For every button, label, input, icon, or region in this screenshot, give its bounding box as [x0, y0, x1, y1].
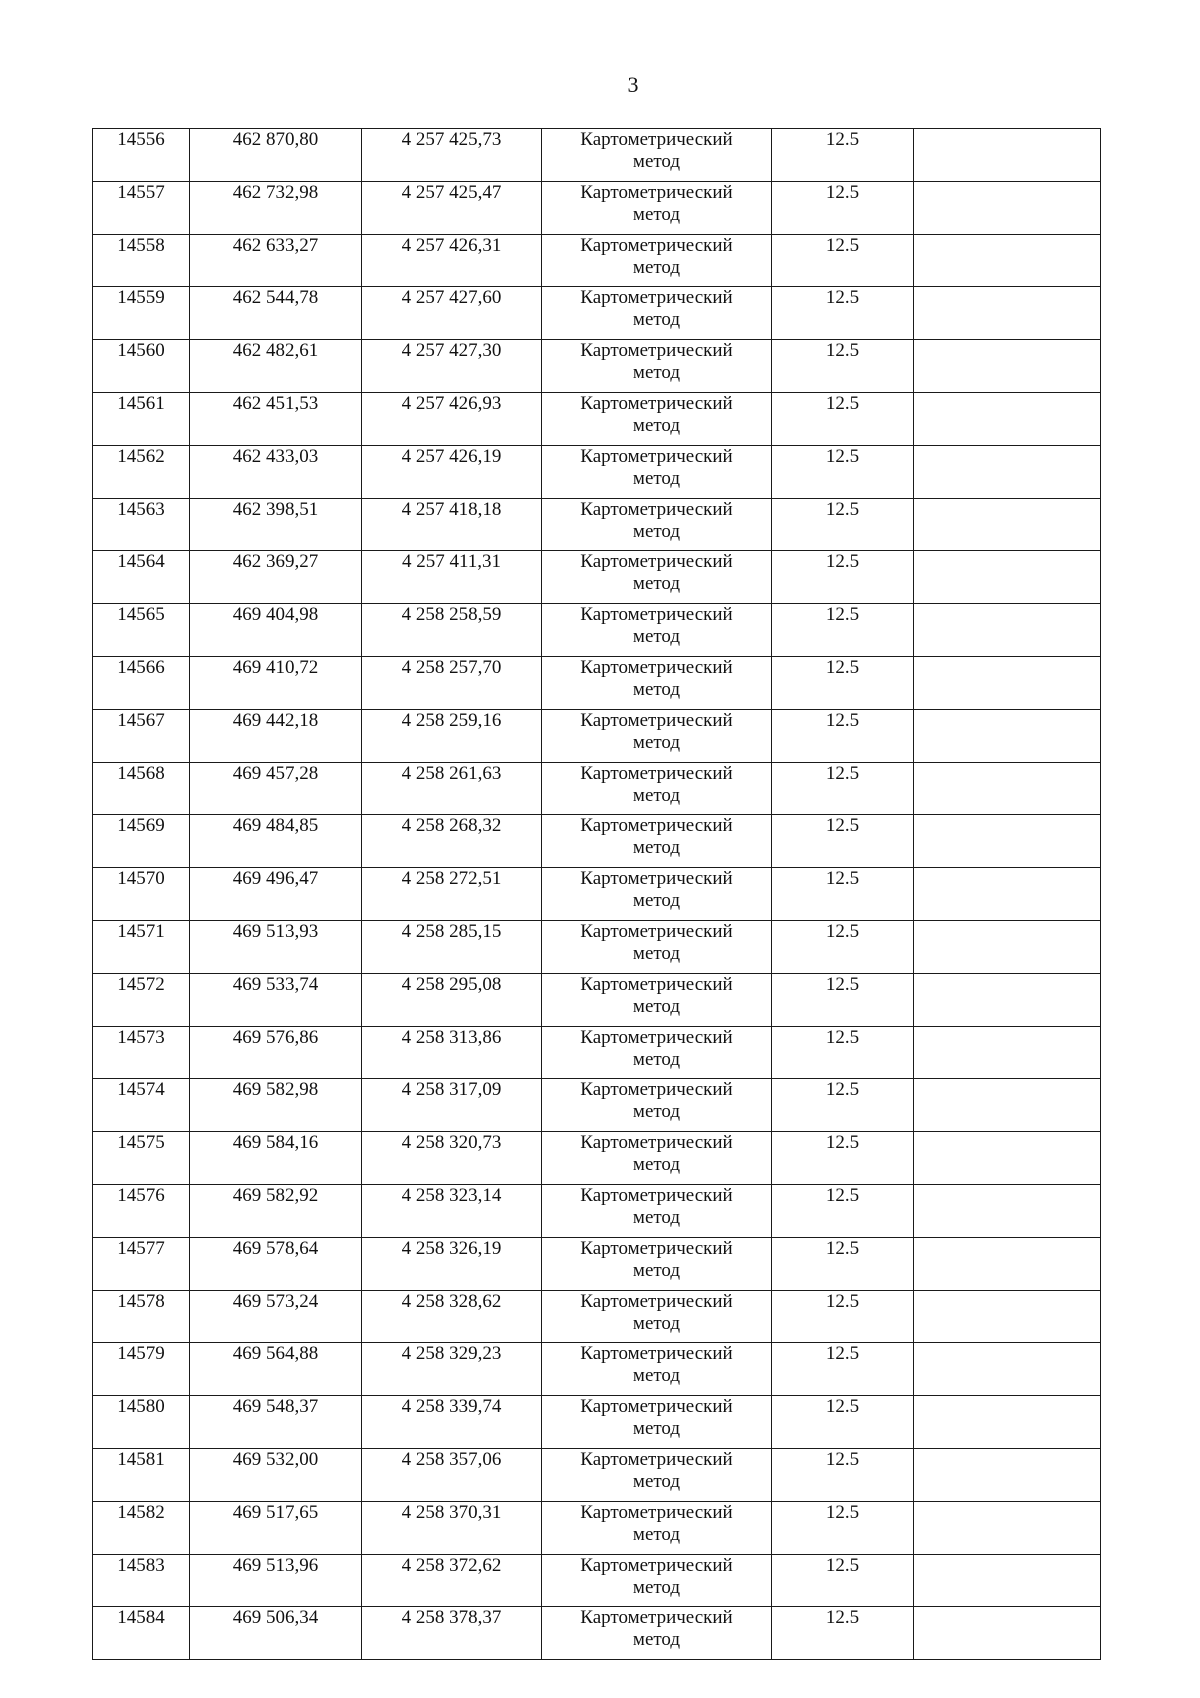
accuracy-cell: 12.5: [772, 551, 914, 604]
table-row: [93, 815, 1101, 868]
method-line-1: Картометрический: [580, 1237, 733, 1259]
note-cell: [914, 868, 1101, 921]
method-cell: [542, 445, 772, 498]
x-coordinate-cell: 462 633,27: [190, 234, 362, 287]
point-number-cell: 14561: [93, 392, 190, 445]
point-number-cell: 14565: [93, 604, 190, 657]
method-line-1: Картометрический: [580, 920, 733, 942]
table-body: [93, 129, 1101, 1660]
method-line-2: метод: [632, 151, 681, 172]
table-row: [93, 1501, 1101, 1554]
point-number-cell: 14564: [93, 551, 190, 604]
method-line-1: Картометрический: [580, 498, 733, 520]
method-line-1: Картометрический: [580, 1501, 733, 1523]
x-coordinate-cell: 469 582,92: [190, 1184, 362, 1237]
method-line-1: Картометрический: [580, 709, 733, 731]
method-line-2: метод: [632, 362, 681, 384]
note-cell: [914, 1554, 1101, 1607]
table-row: [93, 287, 1101, 340]
y-coordinate-cell: 4 257 426,31: [362, 234, 542, 287]
point-number-cell: 14574: [93, 1079, 190, 1132]
point-number-cell: 14557: [93, 181, 190, 234]
method-line-1: Картометрический: [580, 392, 733, 414]
point-number-cell: 14575: [93, 1132, 190, 1185]
method-cell: [542, 604, 772, 657]
y-coordinate-cell: 4 258 339,74: [362, 1396, 542, 1449]
accuracy-cell: 12.5: [772, 973, 914, 1026]
method-line-2: метод: [632, 1101, 681, 1123]
x-coordinate-cell: 469 573,24: [190, 1290, 362, 1343]
method-cell: [542, 920, 772, 973]
method-line-2: метод: [632, 1365, 681, 1387]
x-coordinate-cell: 469 548,37: [190, 1396, 362, 1449]
accuracy-cell: 12.5: [772, 129, 914, 182]
y-coordinate-cell: 4 258 268,32: [362, 815, 542, 868]
accuracy-cell: 12.5: [772, 762, 914, 815]
accuracy-cell: 12.5: [772, 868, 914, 921]
y-coordinate-cell: 4 257 411,31: [362, 551, 542, 604]
accuracy-cell: 12.5: [772, 498, 914, 551]
x-coordinate-cell: 469 532,00: [190, 1448, 362, 1501]
x-coordinate-cell: 469 506,34: [190, 1607, 362, 1660]
point-number-cell: 14572: [93, 973, 190, 1026]
method-line-1: Картометрический: [580, 129, 733, 150]
method-cell: [542, 129, 772, 182]
method-line-2: метод: [632, 1576, 681, 1598]
note-cell: [914, 129, 1101, 182]
method-cell: [542, 181, 772, 234]
x-coordinate-cell: 469 582,98: [190, 1079, 362, 1132]
method-line-2: метод: [632, 467, 681, 489]
table-row: [93, 340, 1101, 393]
note-cell: [914, 604, 1101, 657]
method-line-1: Картометрический: [580, 445, 733, 467]
y-coordinate-cell: 4 258 295,08: [362, 973, 542, 1026]
note-cell: [914, 234, 1101, 287]
accuracy-cell: 12.5: [772, 1079, 914, 1132]
accuracy-cell: 12.5: [772, 1554, 914, 1607]
method-line-2: метод: [632, 309, 681, 331]
y-coordinate-cell: 4 258 272,51: [362, 868, 542, 921]
accuracy-cell: 12.5: [772, 234, 914, 287]
x-coordinate-cell: 462 398,51: [190, 498, 362, 551]
method-line-1: Картометрический: [580, 656, 733, 678]
method-cell: [542, 815, 772, 868]
method-cell: [542, 1026, 772, 1079]
y-coordinate-cell: 4 257 427,60: [362, 287, 542, 340]
x-coordinate-cell: 469 410,72: [190, 656, 362, 709]
accuracy-cell: 12.5: [772, 1501, 914, 1554]
point-number-cell: 14569: [93, 815, 190, 868]
note-cell: [914, 1396, 1101, 1449]
table-row: [93, 392, 1101, 445]
x-coordinate-cell: 469 496,47: [190, 868, 362, 921]
accuracy-cell: 12.5: [772, 1290, 914, 1343]
table-row: [93, 1607, 1101, 1660]
table-row: [93, 1237, 1101, 1290]
table-row: [93, 709, 1101, 762]
method-line-2: метод: [632, 573, 681, 595]
y-coordinate-cell: 4 258 357,06: [362, 1448, 542, 1501]
method-line-1: Картометрический: [580, 1290, 733, 1312]
table-row: [93, 445, 1101, 498]
x-coordinate-cell: 469 584,16: [190, 1132, 362, 1185]
method-cell: [542, 1396, 772, 1449]
point-number-cell: 14576: [93, 1184, 190, 1237]
method-line-2: метод: [632, 678, 681, 700]
point-number-cell: 14573: [93, 1026, 190, 1079]
method-cell: [542, 973, 772, 1026]
y-coordinate-cell: 4 258 257,70: [362, 656, 542, 709]
method-line-1: Картометрический: [580, 1554, 733, 1576]
accuracy-cell: 12.5: [772, 287, 914, 340]
accuracy-cell: 12.5: [772, 709, 914, 762]
table-row: [93, 551, 1101, 604]
y-coordinate-cell: 4 258 323,14: [362, 1184, 542, 1237]
note-cell: [914, 1079, 1101, 1132]
method-line-2: метод: [632, 837, 681, 859]
note-cell: [914, 1026, 1101, 1079]
note-cell: [914, 1501, 1101, 1554]
note-cell: [914, 762, 1101, 815]
note-cell: [914, 392, 1101, 445]
y-coordinate-cell: 4 257 425,73: [362, 129, 542, 182]
x-coordinate-cell: 462 369,27: [190, 551, 362, 604]
table-row: [93, 1026, 1101, 1079]
method-line-1: Картометрический: [580, 815, 733, 837]
method-line-1: Картометрический: [580, 181, 733, 203]
accuracy-cell: 12.5: [772, 1448, 914, 1501]
point-number-cell: 14567: [93, 709, 190, 762]
accuracy-cell: 12.5: [772, 815, 914, 868]
x-coordinate-cell: 462 544,78: [190, 287, 362, 340]
accuracy-cell: 12.5: [772, 1396, 914, 1449]
point-number-cell: 14581: [93, 1448, 190, 1501]
y-coordinate-cell: 4 258 258,59: [362, 604, 542, 657]
method-cell: [542, 656, 772, 709]
method-line-2: метод: [632, 731, 681, 753]
y-coordinate-cell: 4 258 370,31: [362, 1501, 542, 1554]
point-number-cell: 14577: [93, 1237, 190, 1290]
method-line-2: метод: [632, 1048, 681, 1070]
method-cell: [542, 868, 772, 921]
method-line-1: Картометрический: [580, 868, 733, 890]
method-line-1: Картометрический: [580, 1026, 733, 1048]
note-cell: [914, 709, 1101, 762]
method-cell: [542, 1607, 772, 1660]
y-coordinate-cell: 4 258 259,16: [362, 709, 542, 762]
x-coordinate-cell: 469 513,96: [190, 1554, 362, 1607]
accuracy-cell: 12.5: [772, 340, 914, 393]
point-number-cell: 14562: [93, 445, 190, 498]
method-line-1: Картометрический: [580, 1132, 733, 1154]
method-line-2: метод: [632, 890, 681, 912]
method-line-2: метод: [632, 995, 681, 1017]
note-cell: [914, 340, 1101, 393]
method-line-2: метод: [632, 1523, 681, 1545]
method-line-2: метод: [632, 1206, 681, 1228]
method-line-1: Картометрический: [580, 973, 733, 995]
table-row: [93, 973, 1101, 1026]
y-coordinate-cell: 4 257 426,19: [362, 445, 542, 498]
x-coordinate-cell: 469 513,93: [190, 920, 362, 973]
y-coordinate-cell: 4 258 378,37: [362, 1607, 542, 1660]
x-coordinate-cell: 469 457,28: [190, 762, 362, 815]
accuracy-cell: 12.5: [772, 1237, 914, 1290]
table-row: [93, 1448, 1101, 1501]
point-number-cell: 14558: [93, 234, 190, 287]
accuracy-cell: 12.5: [772, 604, 914, 657]
note-cell: [914, 498, 1101, 551]
method-line-2: метод: [632, 1470, 681, 1492]
note-cell: [914, 973, 1101, 1026]
x-coordinate-cell: 469 442,18: [190, 709, 362, 762]
point-number-cell: 14584: [93, 1607, 190, 1660]
method-line-1: Картометрический: [580, 287, 733, 309]
method-line-2: метод: [632, 256, 681, 278]
method-cell: [542, 1079, 772, 1132]
point-number-cell: 14559: [93, 287, 190, 340]
y-coordinate-cell: 4 258 328,62: [362, 1290, 542, 1343]
method-line-2: метод: [632, 942, 681, 964]
accuracy-cell: 12.5: [772, 1026, 914, 1079]
method-line-2: метод: [632, 1418, 681, 1440]
note-cell: [914, 445, 1101, 498]
table-row: [93, 129, 1101, 182]
note-cell: [914, 1132, 1101, 1185]
table-row: [93, 1132, 1101, 1185]
method-line-2: метод: [632, 414, 681, 436]
x-coordinate-cell: 462 433,03: [190, 445, 362, 498]
table-row: [93, 868, 1101, 921]
y-coordinate-cell: 4 258 313,86: [362, 1026, 542, 1079]
method-cell: [542, 1290, 772, 1343]
accuracy-cell: 12.5: [772, 1607, 914, 1660]
method-line-2: метод: [632, 1629, 681, 1651]
method-cell: [542, 1343, 772, 1396]
note-cell: [914, 287, 1101, 340]
table-row: [93, 1396, 1101, 1449]
x-coordinate-cell: 462 482,61: [190, 340, 362, 393]
table-row: [93, 181, 1101, 234]
point-number-cell: 14580: [93, 1396, 190, 1449]
y-coordinate-cell: 4 257 426,93: [362, 392, 542, 445]
accuracy-cell: 12.5: [772, 656, 914, 709]
point-number-cell: 14579: [93, 1343, 190, 1396]
note-cell: [914, 551, 1101, 604]
table-row: [93, 1554, 1101, 1607]
method-cell: [542, 762, 772, 815]
method-cell: [542, 551, 772, 604]
point-number-cell: 14556: [93, 129, 190, 182]
accuracy-cell: 12.5: [772, 1184, 914, 1237]
y-coordinate-cell: 4 258 320,73: [362, 1132, 542, 1185]
y-coordinate-cell: 4 258 326,19: [362, 1237, 542, 1290]
method-line-2: метод: [632, 520, 681, 542]
method-line-2: метод: [632, 784, 681, 806]
note-cell: [914, 1448, 1101, 1501]
method-line-1: Картометрический: [580, 551, 733, 573]
point-number-cell: 14566: [93, 656, 190, 709]
table-row: [93, 1343, 1101, 1396]
method-cell: [542, 392, 772, 445]
point-number-cell: 14578: [93, 1290, 190, 1343]
method-line-1: Картометрический: [580, 1343, 733, 1365]
note-cell: [914, 1290, 1101, 1343]
method-cell: [542, 498, 772, 551]
note-cell: [914, 1184, 1101, 1237]
x-coordinate-cell: 469 484,85: [190, 815, 362, 868]
note-cell: [914, 656, 1101, 709]
method-line-1: Картометрический: [580, 762, 733, 784]
x-coordinate-cell: 469 564,88: [190, 1343, 362, 1396]
note-cell: [914, 1607, 1101, 1660]
method-line-2: метод: [632, 1154, 681, 1176]
y-coordinate-cell: 4 258 317,09: [362, 1079, 542, 1132]
accuracy-cell: 12.5: [772, 445, 914, 498]
table-row: [93, 656, 1101, 709]
page-number: 3: [627, 72, 639, 97]
method-line-1: Картометрический: [580, 1396, 733, 1418]
method-cell: [542, 340, 772, 393]
x-coordinate-cell: 469 576,86: [190, 1026, 362, 1079]
accuracy-cell: 12.5: [772, 920, 914, 973]
accuracy-cell: 12.5: [772, 1132, 914, 1185]
point-number-cell: 14570: [93, 868, 190, 921]
point-number-cell: 14571: [93, 920, 190, 973]
method-cell: [542, 1554, 772, 1607]
accuracy-cell: 12.5: [772, 181, 914, 234]
method-cell: [542, 1237, 772, 1290]
method-line-1: Картометрический: [580, 1079, 733, 1101]
point-number-cell: 14582: [93, 1501, 190, 1554]
table-row: [93, 498, 1101, 551]
method-line-2: метод: [632, 1312, 681, 1334]
point-number-cell: 14568: [93, 762, 190, 815]
y-coordinate-cell: 4 258 285,15: [362, 920, 542, 973]
method-cell: [542, 287, 772, 340]
accuracy-cell: 12.5: [772, 392, 914, 445]
point-number-cell: 14560: [93, 340, 190, 393]
point-number-cell: 14563: [93, 498, 190, 551]
accuracy-cell: 12.5: [772, 1343, 914, 1396]
note-cell: [914, 815, 1101, 868]
x-coordinate-cell: 462 451,53: [190, 392, 362, 445]
method-cell: [542, 1132, 772, 1185]
coordinates-table: [92, 128, 1101, 1660]
x-coordinate-cell: 469 578,64: [190, 1237, 362, 1290]
table-row: [93, 1290, 1101, 1343]
x-coordinate-cell: 469 533,74: [190, 973, 362, 1026]
method-line-1: Картометрический: [580, 340, 733, 362]
method-line-2: метод: [632, 203, 681, 225]
y-coordinate-cell: 4 258 329,23: [362, 1343, 542, 1396]
y-coordinate-cell: 4 258 261,63: [362, 762, 542, 815]
method-line-1: Картометрический: [580, 1184, 733, 1206]
table-row: [93, 1184, 1101, 1237]
note-cell: [914, 1343, 1101, 1396]
method-cell: [542, 709, 772, 762]
method-line-1: Картометрический: [580, 234, 733, 256]
method-cell: [542, 1184, 772, 1237]
table-row: [93, 234, 1101, 287]
method-line-2: метод: [632, 626, 681, 648]
method-line-1: Картометрический: [580, 1448, 733, 1470]
x-coordinate-cell: 469 404,98: [190, 604, 362, 657]
method-cell: [542, 234, 772, 287]
y-coordinate-cell: 4 257 418,18: [362, 498, 542, 551]
x-coordinate-cell: 462 870,80: [190, 129, 362, 182]
method-cell: [542, 1448, 772, 1501]
table-row: [93, 762, 1101, 815]
table-row: [93, 604, 1101, 657]
note-cell: [914, 920, 1101, 973]
y-coordinate-cell: 4 258 372,62: [362, 1554, 542, 1607]
method-line-2: метод: [632, 1259, 681, 1281]
method-line-1: Картометрический: [580, 604, 733, 626]
table-row: [93, 1079, 1101, 1132]
method-cell: [542, 1501, 772, 1554]
y-coordinate-cell: 4 257 425,47: [362, 181, 542, 234]
y-coordinate-cell: 4 257 427,30: [362, 340, 542, 393]
note-cell: [914, 1237, 1101, 1290]
method-line-1: Картометрический: [580, 1607, 733, 1629]
x-coordinate-cell: 469 517,65: [190, 1501, 362, 1554]
note-cell: [914, 181, 1101, 234]
x-coordinate-cell: 462 732,98: [190, 181, 362, 234]
table-row: [93, 920, 1101, 973]
point-number-cell: 14583: [93, 1554, 190, 1607]
